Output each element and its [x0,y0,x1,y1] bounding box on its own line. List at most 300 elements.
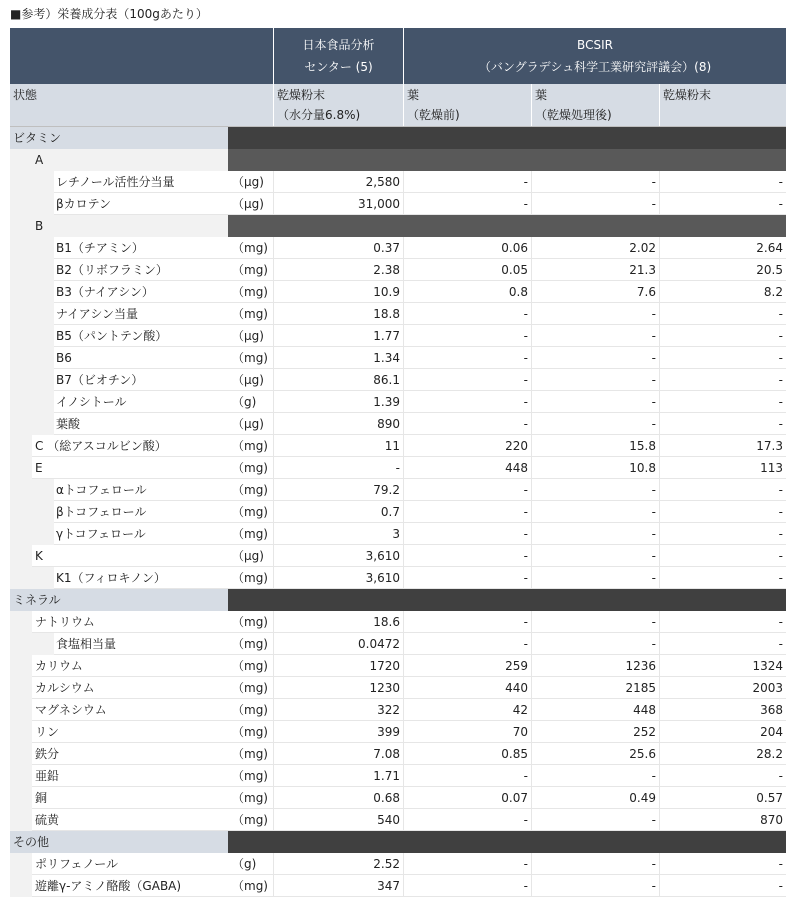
value-bcsir-powder: - [778,505,783,519]
col-divider [273,193,274,215]
row-unit: （mg) [232,461,268,475]
row-unit: （μg) [232,549,264,563]
value-jfrl-powder: 3 [392,527,400,541]
value-jfrl-powder: 10.9 [373,285,400,299]
col-divider [531,853,532,875]
value-bcsir-leaf-fresh: - [523,197,528,211]
value-bcsir-powder: 870 [760,813,783,827]
row-label: 硫黄 [35,813,60,827]
row-label: E [35,461,43,475]
col-divider [403,765,404,787]
value-jfrl-powder: 7.08 [373,747,400,761]
row-unit: （mg) [232,615,268,629]
col-divider [403,413,404,435]
value-bcsir-leaf-dried: 448 [633,703,656,717]
source-jfrl-line1: 日本食品分析 [302,38,375,52]
value-jfrl-powder: 347 [377,879,400,893]
col-divider [273,875,274,897]
value-bcsir-leaf-fresh: - [523,879,528,893]
table-row [10,743,786,765]
state-col2 [403,84,531,126]
value-bcsir-leaf-dried: - [651,813,656,827]
col-divider [531,655,532,677]
value-bcsir-powder: 2.64 [756,241,783,255]
col-divider [531,281,532,303]
value-bcsir-leaf-fresh: - [523,351,528,365]
col-divider [273,457,274,479]
col-divider [403,875,404,897]
row-unit: （μg) [232,373,264,387]
row-label: レチノール活性分当量 [56,175,175,189]
row-unit: （mg) [232,681,268,695]
col-divider [659,611,660,633]
col-divider [273,501,274,523]
value-bcsir-leaf-fresh: 0.8 [508,285,528,299]
section-label: ミネラル [13,593,61,607]
col-divider [403,281,404,303]
header-row-state [10,84,786,127]
col-divider [403,457,404,479]
row-label: カリウム [35,659,83,673]
col-divider [659,743,660,765]
col-divider [403,347,404,369]
value-jfrl-powder: - [395,461,400,475]
table-row [10,853,786,875]
col-divider [273,853,274,875]
col-divider [273,479,274,501]
row-label: αトコフェロール [56,483,147,497]
value-bcsir-leaf-fresh: 220 [505,439,528,453]
value-bcsir-leaf-dried: - [651,769,656,783]
value-bcsir-powder: - [778,769,783,783]
table-row [10,369,786,391]
col-divider [273,391,274,413]
col-divider [273,303,274,325]
col-divider [659,193,660,215]
value-bcsir-leaf-fresh: 0.85 [501,747,528,761]
value-bcsir-powder: - [778,571,783,585]
table-row [10,413,786,435]
row-label: リン [35,725,60,739]
value-bcsir-powder: 8.2 [763,285,783,299]
row-unit: （mg) [232,307,268,321]
value-bcsir-leaf-fresh: - [523,505,528,519]
row-label: K1（フィロキノン） [56,571,166,585]
table-row [10,325,786,347]
col-divider [659,237,660,259]
col-divider [273,347,274,369]
table-row [10,501,786,523]
value-jfrl-powder: 1.34 [373,351,400,365]
state-col1 [273,84,403,126]
source-bcsir-header [403,28,786,84]
col-divider [531,545,532,567]
value-bcsir-powder: 0.57 [756,791,783,805]
value-bcsir-powder: 1324 [752,659,783,673]
value-bcsir-leaf-fresh: 0.06 [501,241,528,255]
value-bcsir-leaf-fresh: - [523,417,528,431]
col-divider [531,303,532,325]
value-bcsir-leaf-dried: - [651,351,656,365]
table-row [10,479,786,501]
col-divider [273,611,274,633]
value-jfrl-powder: 540 [377,813,400,827]
source-jfrl-line2: センター (5) [304,60,373,74]
col-divider [273,237,274,259]
value-bcsir-leaf-fresh: - [523,857,528,871]
value-bcsir-leaf-fresh: 42 [512,703,528,717]
row-label: 亜鉛 [35,769,60,783]
col-divider [659,875,660,897]
value-jfrl-powder: 890 [377,417,400,431]
value-jfrl-powder: 399 [377,725,400,739]
section-fill [228,589,786,611]
col-divider [403,435,404,457]
col-divider [531,391,532,413]
row-label: B3（ナイアシン） [56,285,154,299]
col-divider [531,721,532,743]
col-divider [403,677,404,699]
state-col3 [531,84,659,126]
row-label: ナトリウム [35,615,95,629]
col-divider [531,699,532,721]
col-divider [273,435,274,457]
subgroup-row [10,215,786,237]
col-divider [659,259,660,281]
col-divider [403,523,404,545]
col-divider [659,545,660,567]
col-divider [273,721,274,743]
col-divider [403,743,404,765]
value-bcsir-powder: - [778,615,783,629]
value-bcsir-leaf-fresh: 0.07 [501,791,528,805]
row-label: C （総アスコルビン酸） [35,439,167,453]
value-jfrl-powder: 322 [377,703,400,717]
value-bcsir-leaf-dried: - [651,571,656,585]
col-divider [403,633,404,655]
state-col1-line1: 乾燥粉末 [277,88,326,102]
section-label: その他 [13,835,50,849]
value-bcsir-leaf-dried: - [651,549,656,563]
col-divider [659,765,660,787]
col-divider [403,303,404,325]
table-row [10,677,786,699]
col-divider [273,545,274,567]
row-label: βトコフェロール [56,505,147,519]
col-divider [403,853,404,875]
col-divider [659,347,660,369]
row-unit: （mg) [232,241,268,255]
col-divider [273,743,274,765]
col-divider [273,765,274,787]
value-jfrl-powder: 0.68 [373,791,400,805]
col-divider [273,809,274,831]
value-bcsir-leaf-dried: 2185 [625,681,656,695]
col-divider [531,457,532,479]
row-unit: （mg) [232,725,268,739]
value-bcsir-leaf-fresh: 440 [505,681,528,695]
value-bcsir-powder: - [778,329,783,343]
value-bcsir-leaf-dried: - [651,637,656,651]
state-col3-line2: （乾燥処理後) [535,108,612,122]
col-divider [531,523,532,545]
table-row [10,523,786,545]
col-divider [273,259,274,281]
value-bcsir-powder: 28.2 [756,747,783,761]
nutrition-table [10,28,786,897]
row-unit: （mg) [232,351,268,365]
row-label: K [35,549,43,563]
value-bcsir-leaf-fresh: - [523,615,528,629]
row-unit: （μg) [232,175,264,189]
value-bcsir-leaf-dried: - [651,417,656,431]
table-row [10,545,786,567]
state-col2-line1: 葉 [407,88,420,102]
state-col2-line2: （乾燥前) [407,108,460,122]
col-divider [531,171,532,193]
table-row [10,457,786,479]
row-label: イノシトール [56,395,127,409]
value-bcsir-leaf-fresh: 448 [505,461,528,475]
col-divider [403,259,404,281]
col-divider [659,413,660,435]
col-divider [403,655,404,677]
row-label: ナイアシン当量 [56,307,139,321]
row-unit: （mg) [232,813,268,827]
value-jfrl-powder: 18.6 [373,615,400,629]
value-bcsir-leaf-dried: - [651,483,656,497]
value-jfrl-powder: 2,580 [365,175,400,189]
col-divider [403,391,404,413]
value-jfrl-powder: 0.0472 [358,637,400,651]
row-label: B6 [56,351,72,365]
row-label: B1（チアミン） [56,241,144,255]
value-bcsir-powder: - [778,395,783,409]
table-row [10,611,786,633]
value-bcsir-powder: 204 [760,725,783,739]
col-divider [273,171,274,193]
value-bcsir-leaf-dried: 252 [633,725,656,739]
value-bcsir-powder: 368 [760,703,783,717]
col-divider [531,501,532,523]
value-jfrl-powder: 11 [384,439,400,453]
value-bcsir-leaf-dried: 21.3 [629,263,656,277]
table-row [10,171,786,193]
col-divider [531,369,532,391]
row-label: γトコフェロール [56,527,146,541]
value-bcsir-leaf-dried: - [651,307,656,321]
state-col3-line1: 葉 [535,88,548,102]
col-divider [403,325,404,347]
value-bcsir-leaf-dried: 10.8 [629,461,656,475]
table-row [10,765,786,787]
col-divider [403,545,404,567]
col-divider [273,787,274,809]
row-label: 鉄分 [35,747,60,761]
value-bcsir-leaf-fresh: - [523,175,528,189]
col-divider [273,567,274,589]
row-unit: （μg) [232,197,264,211]
value-bcsir-powder: - [778,351,783,365]
row-label: 遊離γ-アミノ酪酸（GABA) [35,879,182,893]
value-jfrl-powder: 0.37 [373,241,400,255]
state-col1-line2: （水分量6.8%) [277,108,361,122]
value-bcsir-leaf-dried: - [651,857,656,871]
row-label: B5（パントテン酸） [56,329,168,343]
value-bcsir-leaf-dried: 1236 [625,659,656,673]
col-divider [659,171,660,193]
row-label: B2（リボフラミン） [56,263,168,277]
row-label: カルシウム [35,681,95,695]
col-divider [403,501,404,523]
value-bcsir-leaf-fresh: - [523,307,528,321]
value-bcsir-leaf-dried: - [651,527,656,541]
table-row [10,809,786,831]
value-bcsir-leaf-fresh: - [523,329,528,343]
value-bcsir-powder: - [778,175,783,189]
row-unit: （g) [232,857,257,871]
col-divider [659,435,660,457]
col-divider [273,655,274,677]
value-bcsir-powder: 17.3 [756,439,783,453]
section-header-row [10,127,786,149]
source-bcsir-line1: BCSIR [577,38,613,52]
col-divider [531,347,532,369]
value-jfrl-powder: 86.1 [373,373,400,387]
value-jfrl-powder: 1.77 [373,329,400,343]
state-col4-line1: 乾燥粉末 [663,88,712,102]
header-row-sources [10,28,786,84]
col-divider [659,721,660,743]
value-bcsir-leaf-fresh: - [523,527,528,541]
row-unit: （g) [232,395,257,409]
table-row [10,633,786,655]
value-bcsir-leaf-dried: 7.6 [636,285,656,299]
col-divider [531,413,532,435]
value-jfrl-powder: 2.38 [373,263,400,277]
value-bcsir-leaf-fresh: - [523,395,528,409]
value-bcsir-leaf-dried: - [651,329,656,343]
section-label: ビタミン [13,131,62,145]
col-divider [273,369,274,391]
row-label: 葉酸 [56,417,81,431]
state-label: 状態 [13,88,38,102]
table-row [10,875,786,897]
col-divider [403,809,404,831]
col-divider [531,237,532,259]
table-row [10,699,786,721]
col-divider [659,457,660,479]
section-fill [228,831,786,853]
col-divider [659,677,660,699]
col-divider [403,699,404,721]
value-jfrl-powder: 3,610 [365,571,400,585]
row-unit: （μg) [232,417,264,431]
row-unit: （mg) [232,791,268,805]
col-divider [403,567,404,589]
col-divider [403,193,404,215]
value-bcsir-powder: - [778,417,783,431]
col-divider [403,787,404,809]
row-unit: （mg) [232,527,268,541]
row-unit: （mg) [232,637,268,651]
value-bcsir-leaf-dried: - [651,615,656,629]
col-divider [531,677,532,699]
value-bcsir-powder: - [778,197,783,211]
row-unit: （mg) [232,659,268,673]
row-label: ポリフェノール [35,857,119,871]
value-bcsir-powder: - [778,373,783,387]
value-bcsir-powder: - [778,879,783,893]
col-divider [659,633,660,655]
col-divider [659,281,660,303]
value-jfrl-powder: 1.39 [373,395,400,409]
col-divider [531,479,532,501]
table-caption: ■参考）栄養成分表（100gあたり） [10,7,208,21]
col-divider [531,809,532,831]
row-unit: （mg) [232,747,268,761]
value-bcsir-powder: - [778,527,783,541]
value-bcsir-leaf-fresh: - [523,549,528,563]
col-divider [273,523,274,545]
col-divider [659,787,660,809]
value-bcsir-leaf-dried: 0.49 [629,791,656,805]
table-body [10,127,786,897]
row-unit: （mg) [232,263,268,277]
col-divider [659,699,660,721]
section-header-row [10,589,786,611]
col-divider [659,303,660,325]
value-bcsir-powder: 20.5 [756,263,783,277]
col-divider [531,765,532,787]
row-label: 銅 [35,791,48,805]
subgroup-row [10,149,786,171]
table-row [10,787,786,809]
col-divider [403,721,404,743]
value-bcsir-leaf-dried: 15.8 [629,439,656,453]
col-divider [403,479,404,501]
col-divider [403,237,404,259]
table-row [10,281,786,303]
table-row [10,435,786,457]
value-jfrl-powder: 1.71 [373,769,400,783]
value-bcsir-powder: - [778,483,783,497]
value-bcsir-leaf-fresh: - [523,483,528,497]
col-divider [659,369,660,391]
col-divider [659,501,660,523]
section-header-row [10,831,786,853]
subgroup-fill [228,149,786,171]
table-row [10,303,786,325]
row-unit: （mg) [232,483,268,497]
table-row [10,567,786,589]
col-divider [531,611,532,633]
col-divider [531,875,532,897]
value-bcsir-powder: - [778,307,783,321]
value-bcsir-leaf-dried: - [651,505,656,519]
value-bcsir-powder: 2003 [752,681,783,695]
value-bcsir-leaf-dried: - [651,197,656,211]
value-bcsir-powder: - [778,549,783,563]
row-unit: （mg) [232,703,268,717]
value-jfrl-powder: 1720 [369,659,400,673]
value-jfrl-powder: 31,000 [358,197,400,211]
subgroup-label: B [35,219,44,233]
value-jfrl-powder: 2.52 [373,857,400,871]
value-bcsir-powder: 113 [760,461,783,475]
col-divider [273,281,274,303]
col-divider [531,435,532,457]
